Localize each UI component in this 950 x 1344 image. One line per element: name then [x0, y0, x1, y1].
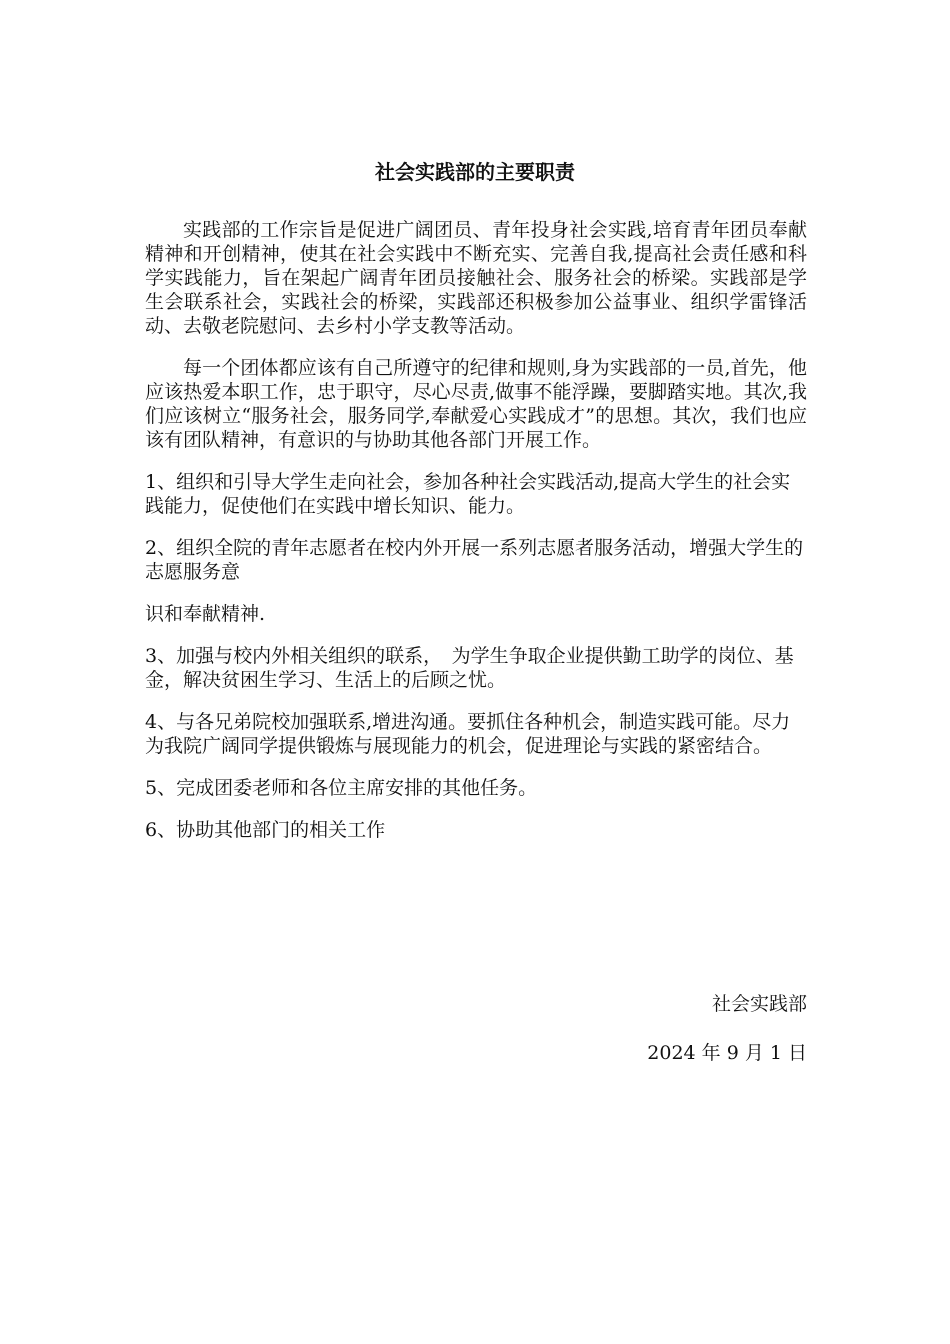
duty-item-3: 3、加强与校内外相关组织的联系， 为学生争取企业提供勤工助学的岗位、基金，解决贫困生学习、生活上的后顾之忧。 — [145, 645, 794, 691]
duty-item-1: 1、组织和引导大学生走向社会，参加各种社会实践活动,提高大学生的社会实践能力，促使他们在实践中增长知识、能力。 — [145, 471, 791, 517]
paragraph-intro: 实践部的工作宗旨是促进广阔团员、青年投身社会实践,培育青年团员奉献精神和开创精神，使其在社会实践中不断充实、完善自我,提高社会责任感和科学实践能力，旨在架起广阔青年团员接触社会、服务社会的桥梁。实践部是学生会联系社会，实践社会的桥梁，实践部还积极参加公益事业、组织学雷锋活动、去敬老院慰问、去乡村小学支教等活动。 — [145, 219, 807, 337]
duty-item-2-continued: 识和奉献精神. — [145, 603, 266, 625]
duty-item-2: 2、组织全院的青年志愿者在校内外开展一系列志愿者服务活动，增强大学生的志愿服务意 — [145, 537, 804, 583]
document-body — [145, 218, 807, 860]
duty-item-4: 4、与各兄弟院校加强联系,增进沟通。要抓住各种机会，制造实践可能。尽力为我院广阔同学提供锻炼与展现能力的机会，促进理论与实践的紧密结合。 — [145, 711, 791, 757]
signature-date: 2024 年 9 月 1 日 — [647, 1042, 807, 1064]
paragraph-discipline: 每一个团体都应该有自己所遵守的纪律和规则,身为实践部的一员,首先，他应该热爱本职工作，忠于职守，尽心尽责,做事不能浮躁，要脚踏实地。其次,我们应该树立“服务社会，服务同学,奉献爱心实践成才”的思想。其次，我们也应该有团队精神，有意识的与协助其他各部门开展工作。 — [145, 357, 807, 451]
document-title: 社会实践部的主要职责 — [375, 160, 575, 184]
duty-item-5: 5、完成团委老师和各位主席安排的其他任务。 — [145, 777, 538, 799]
signature-department: 社会实践部 — [711, 993, 807, 1015]
duty-item-6: 6、协助其他部门的相关工作 — [145, 819, 386, 841]
